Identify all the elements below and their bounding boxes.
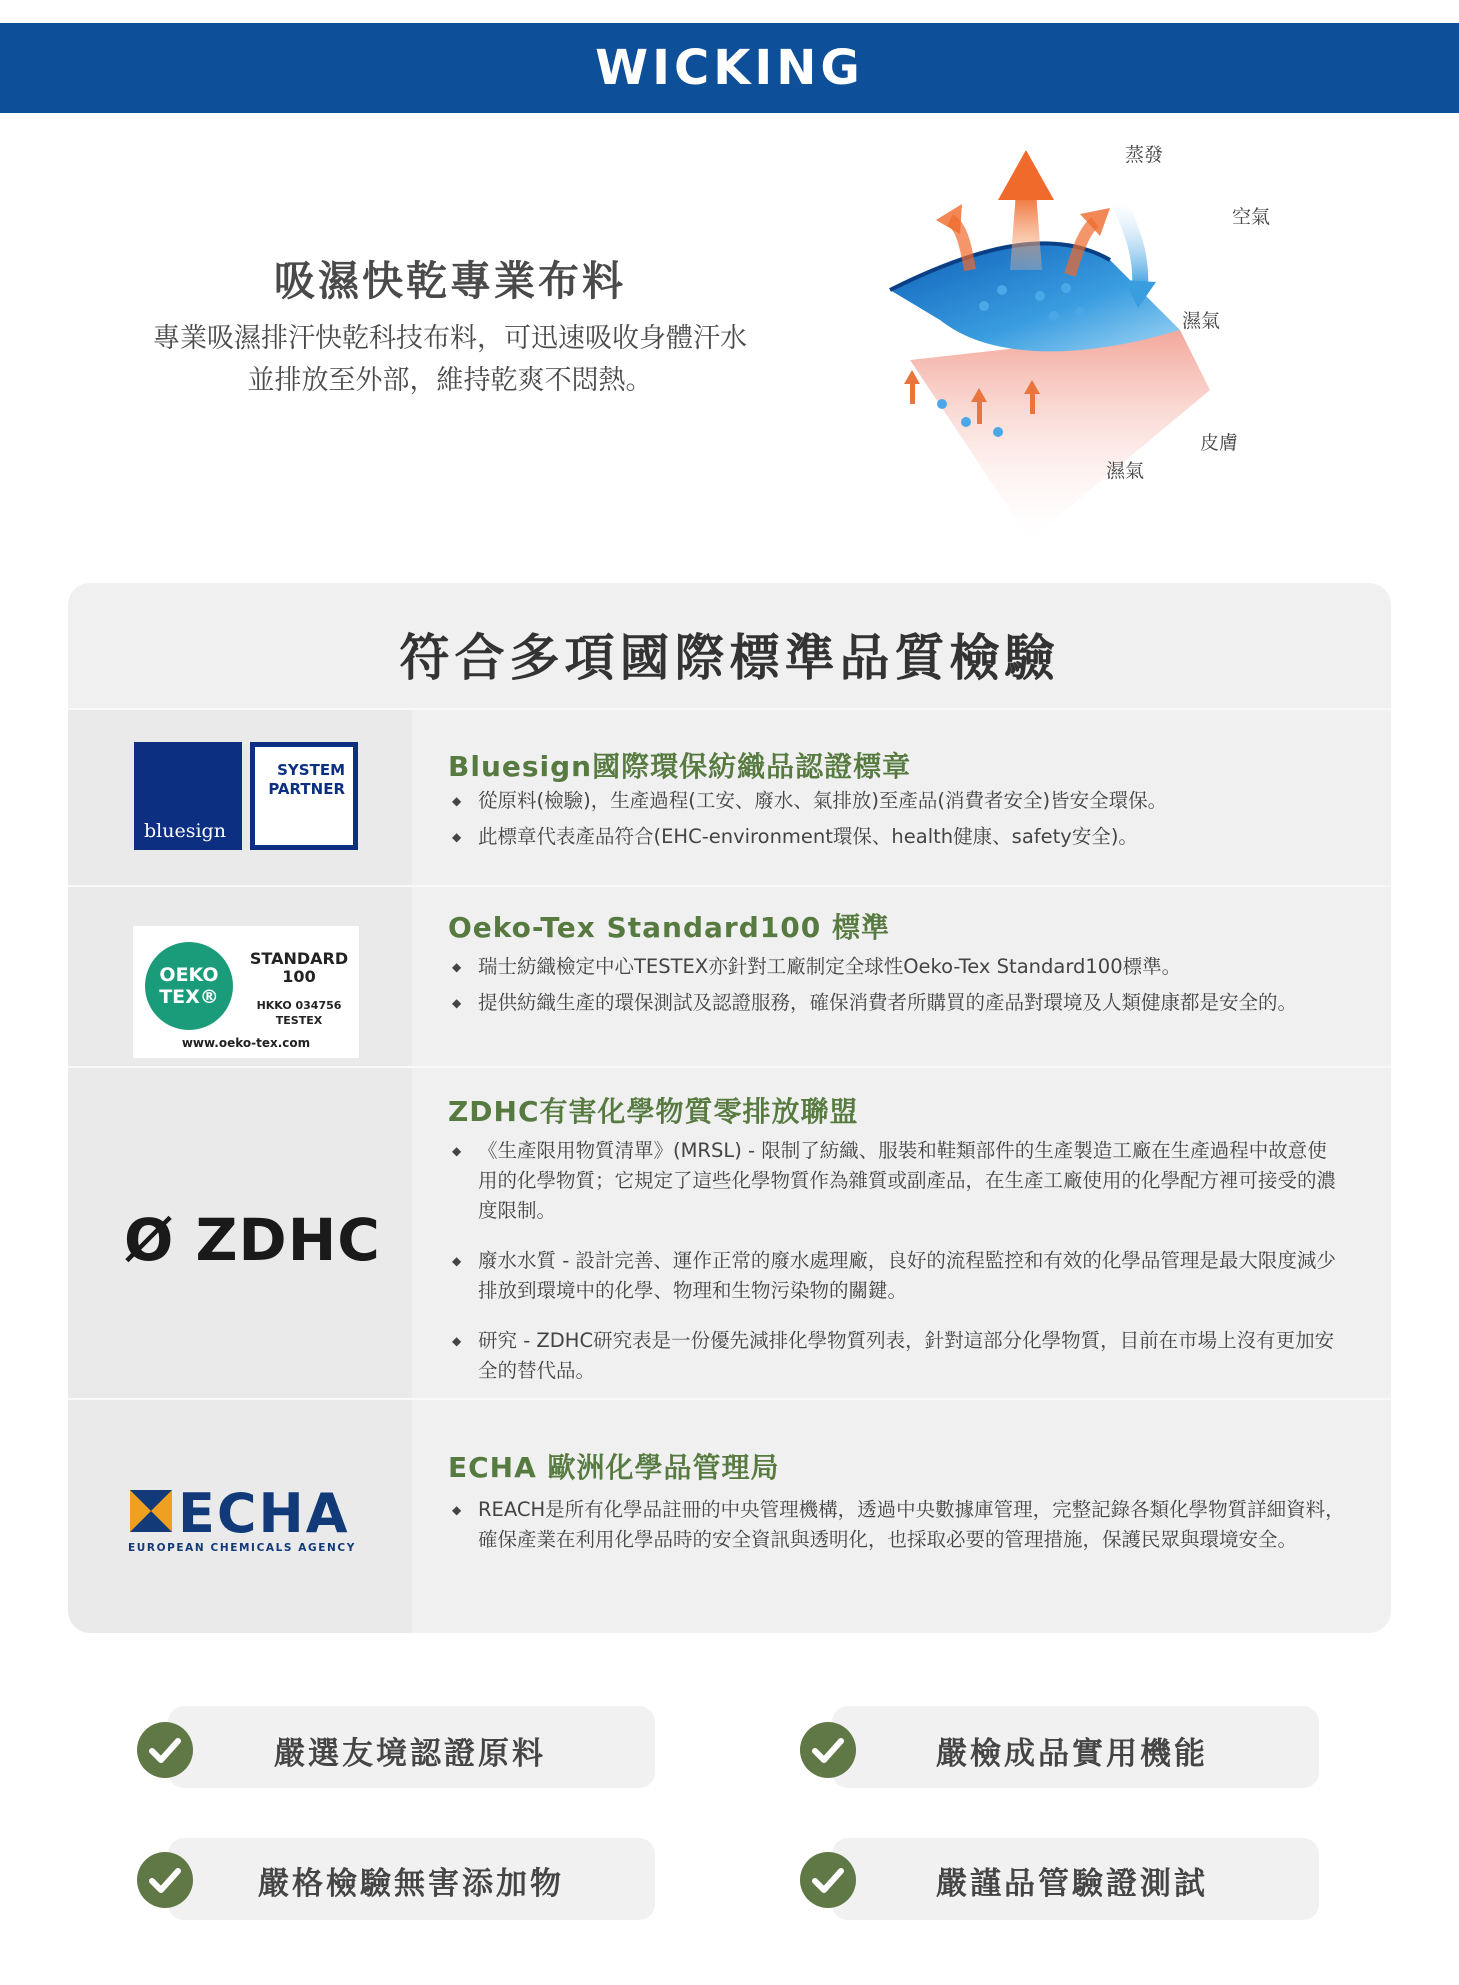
bluesign-bullets <box>452 786 1342 858</box>
hero-desc-line-2: 並排放至外部，維持乾爽不悶熱。 <box>247 365 653 396</box>
list-item: ◆ 瑞士紡織檢定中心TESTEX亦針對工廠制定全球性Oeko-Tex Standard100標準。 <box>452 952 1342 982</box>
check-icon <box>137 1722 193 1778</box>
feature-label-3: 嚴格檢驗無害添加物 <box>258 1866 564 1902</box>
banner-title: WICKING <box>595 40 864 96</box>
oeko-tex-bullets <box>452 952 1342 1024</box>
standards-title: 符合多項國際標準品質檢驗 <box>399 629 1060 687</box>
echa-heading: ECHA 歐洲化學品管理局 <box>448 1451 780 1484</box>
evaporation-arrow-icon <box>1010 192 1042 270</box>
list-item: ◆ 《生產限用物質清單》(MRSL) - 限制了紡織、服裝和鞋類部件的生產製造工廠在生產過程中故意使用的化學物質；它規定了這些化學物質作為雜質或副產品，在生產工廠使用的化學配方裡可接受的濃度限制。 <box>452 1136 1342 1226</box>
check-icon <box>800 1722 856 1778</box>
label-skin: 皮膚 <box>1200 432 1239 454</box>
echa-bullets <box>452 1495 1362 1561</box>
feature-label-1: 嚴選友境認證原料 <box>274 1736 546 1772</box>
list-item: ◆ 廢水水質 - 設計完善、運作正常的廢水處理廠，良好的流程監控和有效的化學品管理是最大限度減少排放到環境中的化學、物理和生物污染物的關鍵。 <box>452 1246 1342 1306</box>
check-icon <box>137 1852 193 1908</box>
zdhc-bullets <box>452 1136 1342 1392</box>
echa-emblem-icon <box>130 1490 172 1532</box>
label-evaporate: 蒸發 <box>1125 144 1164 166</box>
label-air: 空氣 <box>1232 206 1271 228</box>
feature-label-2: 嚴檢成品實用機能 <box>936 1736 1208 1772</box>
wicking-illustration <box>880 130 1340 550</box>
zdhc-logo: Ø ZDHC <box>124 1206 381 1274</box>
wicking-diagram <box>880 130 1340 550</box>
hero-title: 吸濕快乾專業布料 <box>274 257 626 305</box>
zdhc-heading: ZDHC有害化學物質零排放聯盟 <box>448 1095 859 1128</box>
hero-desc-line-1: 專業吸濕排汗快乾科技布料，可迅速吸收身體汗水 <box>153 323 747 354</box>
oeko-tex-logo: OEKO TEX® STANDARD 100 HKKO 034756 TESTEX www.oeko-tex.com <box>133 926 359 1058</box>
skin-layer <box>910 330 1210 540</box>
hero-description <box>70 318 830 402</box>
list-item: ◆ 研究 - ZDHC研究表是一份優先減排化學物質列表，針對這部分化學物質，目前在市場上沒有更加安全的替代品。 <box>452 1326 1342 1386</box>
bluesign-logo: bluesign SYSTEM PARTNER <box>134 742 358 850</box>
oeko-tex-heading: Oeko-Tex Standard100 標準 <box>448 911 890 944</box>
label-moisture-top: 濕氣 <box>1182 310 1221 332</box>
feature-label-4: 嚴謹品管驗證測試 <box>936 1866 1208 1902</box>
label-moisture-bottom: 濕氣 <box>1106 460 1145 482</box>
echa-logo: ECHA EUROPEAN CHEMICALS AGENCY <box>128 1482 356 1554</box>
list-item: ◆ 從原料(檢驗)，生產過程(工安、廢水、氣排放)至產品(消費者安全)皆安全環保。 <box>452 786 1342 816</box>
list-item: ◆ 提供紡織生產的環保測試及認證服務，確保消費者所購買的產品對環境及人類健康都是安全的。 <box>452 988 1342 1018</box>
list-item: ◆ REACH是所有化學品註冊的中央管理機構，透過中央數據庫管理，完整記錄各類化學物質詳細資料，確保產業在利用化學品時的安全資訊與透明化，也採取必要的管理措施，保護民眾與環境安全。 <box>452 1495 1362 1555</box>
list-item: ◆ 此標章代表產品符合(EHC-environment環保、health健康、safety安全)。 <box>452 822 1342 852</box>
check-icon <box>800 1852 856 1908</box>
bluesign-heading: Bluesign國際環保紡織品認證標章 <box>448 750 912 783</box>
